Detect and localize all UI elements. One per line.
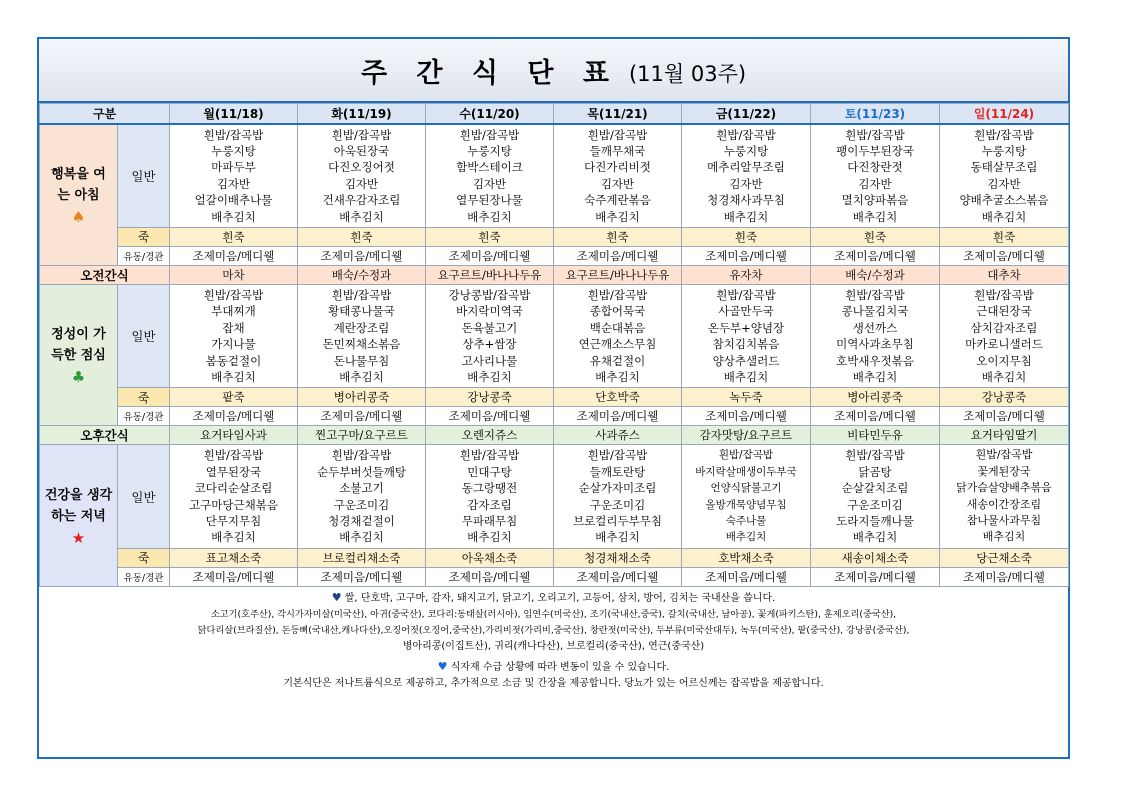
breakfast-name: 행복을 여는 아침 <box>51 166 106 203</box>
footer-notes <box>39 587 1068 692</box>
am-snack-row <box>40 265 1069 284</box>
am-snack-sat: 배숙/수정과 <box>811 265 940 284</box>
dinner-label-cell <box>40 445 118 586</box>
breakfast-menu-tue: 흰밥/잡곡밥 아욱된장국 다진오징어젓 김자반 건새우감자조림 배추김치 <box>298 124 426 228</box>
dinner-extra-tue: 조제미음/메디웰 <box>298 567 426 586</box>
dinner-porridge-fri: 호박채소죽 <box>682 548 811 567</box>
breakfast-extra-sat: 조제미음/메디웰 <box>811 246 940 265</box>
origin-line-1: 소고기(호주산), 각시가자미살(미국산), 아귀(중국산), 코다리:동태살(러시아), 임연수(미국산), 조기(국내산,중국), 갈치(국내산, 남아공), 꽃게(파키스탄), 훈제오리(중국산), <box>210 608 897 620</box>
am-snack-mon: 마차 <box>170 265 298 284</box>
lunch-general-label: 일반 <box>118 284 170 387</box>
dinner-porridge-sun: 당근채소죽 <box>940 548 1069 567</box>
breakfast-extra-wed: 조제미음/메디웰 <box>426 246 554 265</box>
dinner-porridge-sat: 새송이채소죽 <box>811 548 940 567</box>
lunch-label-cell <box>40 284 118 425</box>
dinner-porridge-label: 죽 <box>118 548 170 567</box>
breakfast-menu-fri: 흰밥/잡곡밥 누룽지탕 메추리알무조림 김자반 청경채사과무침 배추김치 <box>682 124 811 228</box>
dinner-general-label: 일반 <box>118 445 170 548</box>
dinner-extra-sat: 조제미음/메디웰 <box>811 567 940 586</box>
breakfast-porridge-fri: 흰죽 <box>682 227 811 246</box>
lunch-extra-row <box>40 407 1069 426</box>
breakfast-extra-sun: 조제미음/메디웰 <box>940 246 1069 265</box>
dinner-menu-thu: 흰밥/잡곡밥 들깨토란탕 순살가자미조림 구운조미김 브로컬리두부무침 배추김치 <box>554 445 682 548</box>
breakfast-porridge-row <box>40 227 1069 246</box>
dinner-extra-fri: 조제미음/메디웰 <box>682 567 811 586</box>
lunch-porridge-mon: 팥죽 <box>170 388 298 407</box>
header-day-wed: 수(11/20) <box>426 104 554 124</box>
lunch-menu-wed: 강낭콩밥/잡곡밥 바지락미역국 돈육불고기 상추+쌈장 고사리나물 배추김치 <box>426 284 554 387</box>
lunch-porridge-tue: 병아리콩죽 <box>298 388 426 407</box>
dinner-extra-mon: 조제미음/메디웰 <box>170 567 298 586</box>
heart-icon: ♥ <box>331 590 342 604</box>
header-row <box>40 104 1069 124</box>
am-snack-label: 오전간식 <box>40 265 170 284</box>
dinner-porridge-mon: 표고채소죽 <box>170 548 298 567</box>
notice-2: 기본식단은 저나트륨식으로 제공하고, 추가적으로 소금 및 간장을 제공합니다. 당뇨가 있는 어르신께는 잡곡밥을 제공합니다. <box>283 677 824 689</box>
dinner-porridge-wed: 아욱채소죽 <box>426 548 554 567</box>
lunch-menu-sun: 흰밥/잡곡밥 근대된장국 삼치감자조림 마카로니샐러드 오이지무침 배추김치 <box>940 284 1069 387</box>
title-bar <box>39 39 1068 103</box>
dinner-extra-thu: 조제미음/메디웰 <box>554 567 682 586</box>
lunch-menu-thu: 흰밥/잡곡밥 종합어묵국 백순대볶음 연근깨소스무침 유채겉절이 배추김치 <box>554 284 682 387</box>
header-day-sun: 일(11/24) <box>940 104 1069 124</box>
pm-snack-row <box>40 426 1069 445</box>
lunch-extra-fri: 조제미음/메디웰 <box>682 407 811 426</box>
breakfast-porridge-label: 죽 <box>118 227 170 246</box>
header-day-thu: 목(11/21) <box>554 104 682 124</box>
lunch-porridge-row <box>40 388 1069 407</box>
dinner-menu-tue: 흰밥/잡곡밥 순두부버섯들깨탕 소불고기 구운조미김 청경채겉절이 배추김치 <box>298 445 426 548</box>
notice-text: 식자재 수급 상황에 따라 변동이 있을 수 있습니다. <box>450 661 670 673</box>
dinner-extra-sun: 조제미음/메디웰 <box>940 567 1069 586</box>
dinner-menu-sat: 흰밥/잡곡밥 닭곰탕 순살갈치조림 구운조미김 도라지들깨나물 배추김치 <box>811 445 940 548</box>
breakfast-extra-tue: 조제미음/메디웰 <box>298 246 426 265</box>
dinner-menu-mon: 흰밥/잡곡밥 열무된장국 코다리순살조림 고구마당근채볶음 단무지무침 배추김치 <box>170 445 298 548</box>
breakfast-general-label: 일반 <box>118 124 170 228</box>
lunch-extra-sun: 조제미음/메디웰 <box>940 407 1069 426</box>
header-day-fri: 금(11/22) <box>682 104 811 124</box>
lunch-menu-sat: 흰밥/잡곡밥 콩나물김치국 생선까스 미역사과초무침 호박새우젓볶음 배추김치 <box>811 284 940 387</box>
lunch-extra-mon: 조제미음/메디웰 <box>170 407 298 426</box>
dinner-menu-fri: 흰밥/잡곡밥 바지락살매생이두부국 언양식닭불고기 올방개묵양념무침 숙주나물 배추김치 <box>682 445 811 548</box>
lunch-porridge-thu: 단호박죽 <box>554 388 682 407</box>
pm-snack-label: 오후간식 <box>40 426 170 445</box>
dinner-porridge-row <box>40 548 1069 567</box>
lunch-extra-sat: 조제미음/메디웰 <box>811 407 940 426</box>
breakfast-general-row <box>40 124 1069 228</box>
am-snack-sun: 대추차 <box>940 265 1069 284</box>
breakfast-menu-thu: 흰밥/잡곡밥 들깨무채국 다진가리비젓 김자반 숙주계란볶음 배추김치 <box>554 124 682 228</box>
menu-sheet <box>37 37 1070 759</box>
week-label: (11월 03주) <box>628 62 747 86</box>
lunch-extra-wed: 조제미음/메디웰 <box>426 407 554 426</box>
breakfast-porridge-wed: 흰죽 <box>426 227 554 246</box>
pm-snack-thu: 사과쥬스 <box>554 426 682 445</box>
breakfast-porridge-tue: 흰죽 <box>298 227 426 246</box>
am-snack-fri: 유자차 <box>682 265 811 284</box>
heart-blue-icon: ♥ <box>437 659 448 673</box>
lunch-menu-mon: 흰밥/잡곡밥 부대찌개 잡채 가지나물 봄동겉절이 배추김치 <box>170 284 298 387</box>
lunch-porridge-fri: 녹두죽 <box>682 388 811 407</box>
breakfast-menu-wed: 흰밥/잡곡밥 누룽지탕 함박스테이크 김자반 열무된장나물 배추김치 <box>426 124 554 228</box>
origin-line-2: 닭다리살(브라질산), 돈등뼈(국내산,캐나다산),오징어젓(오징어,중국산),가리비젓(가리비,중국산), 창란젓(미국산), 두부류(미국산대두), 녹두(미국산), 팥(중국산), 강낭콩(중국산), <box>197 624 910 636</box>
pm-snack-wed: 오렌지쥬스 <box>426 426 554 445</box>
breakfast-label-cell <box>40 124 118 266</box>
origin-line-3: 병아리콩(이집트산), 귀리(캐나다산), 브로컬리(중국산), 연근(중국산) <box>402 640 705 652</box>
dinner-extra-label: 유동/경관 <box>118 567 170 586</box>
lunch-extra-tue: 조제미음/메디웰 <box>298 407 426 426</box>
dinner-name: 건강을 생각하는 저녁 <box>44 487 113 524</box>
breakfast-porridge-thu: 흰죽 <box>554 227 682 246</box>
breakfast-menu-sun: 흰밥/잡곡밥 누룽지탕 동태살무조림 김자반 양배추굴소스볶음 배추김치 <box>940 124 1069 228</box>
header-day-tue: 화(11/19) <box>298 104 426 124</box>
am-snack-thu: 요구르트/바나나두유 <box>554 265 682 284</box>
breakfast-menu-sat: 흰밥/잡곡밥 팽이두부된장국 다진창란젓 김자반 멸치양파볶음 배추김치 <box>811 124 940 228</box>
am-snack-wed: 요구르트/바나나두유 <box>426 265 554 284</box>
lunch-extra-thu: 조제미음/메디웰 <box>554 407 682 426</box>
breakfast-extra-thu: 조제미음/메디웰 <box>554 246 682 265</box>
header-day-mon: 월(11/18) <box>170 104 298 124</box>
spade-icon: ♠ <box>71 207 86 226</box>
breakfast-extra-row <box>40 246 1069 265</box>
breakfast-menu-mon: 흰밥/잡곡밥 누룽지탕 마파두부 김자반 얼갈이배추나물 배추김치 <box>170 124 298 228</box>
dinner-general-row <box>40 445 1069 548</box>
breakfast-porridge-mon: 흰죽 <box>170 227 298 246</box>
lunch-extra-label: 유동/경관 <box>118 407 170 426</box>
lunch-porridge-label: 죽 <box>118 388 170 407</box>
weekly-menu-table <box>39 103 1069 587</box>
club-icon: ♣ <box>71 368 86 387</box>
am-snack-tue: 배숙/수정과 <box>298 265 426 284</box>
dinner-extra-row <box>40 567 1069 586</box>
breakfast-porridge-sun: 흰죽 <box>940 227 1069 246</box>
pm-snack-sun: 요거타임딸기 <box>940 426 1069 445</box>
pm-snack-tue: 찐고구마/요구르트 <box>298 426 426 445</box>
breakfast-extra-fri: 조제미음/메디웰 <box>682 246 811 265</box>
lunch-name: 정성이 가득한 점심 <box>51 327 106 364</box>
dinner-porridge-tue: 브로컬리채소죽 <box>298 548 426 567</box>
breakfast-porridge-sat: 흰죽 <box>811 227 940 246</box>
lunch-menu-tue: 흰밥/잡곡밥 황태콩나물국 계란장조림 돈민찌채소볶음 돈나물무침 배추김치 <box>298 284 426 387</box>
lunch-general-row <box>40 284 1069 387</box>
lunch-menu-fri: 흰밥/잡곡밥 사골만두국 온두부+양념장 참치김치볶음 양상추샐러드 배추김치 <box>682 284 811 387</box>
dinner-menu-sun: 흰밥/잡곡밥 꽃게된장국 닭가슴살양배추볶음 새송이간장조림 참나물사과무침 배추김치 <box>940 445 1069 548</box>
header-day-sat: 토(11/23) <box>811 104 940 124</box>
notice <box>39 659 1068 676</box>
breakfast-extra-mon: 조제미음/메디웰 <box>170 246 298 265</box>
pm-snack-mon: 요거타임사과 <box>170 426 298 445</box>
origin-main <box>39 590 1068 607</box>
page-title: 주 간 식 단 표 <box>360 57 619 89</box>
dinner-porridge-thu: 청경채채소죽 <box>554 548 682 567</box>
star-icon: ★ <box>71 528 86 547</box>
pm-snack-sat: 비타민두유 <box>811 426 940 445</box>
header-category: 구분 <box>40 104 170 124</box>
dinner-extra-wed: 조제미음/메디웰 <box>426 567 554 586</box>
lunch-porridge-sat: 병아리콩죽 <box>811 388 940 407</box>
lunch-porridge-wed: 강낭콩죽 <box>426 388 554 407</box>
dinner-menu-wed: 흰밥/잡곡밥 민대구탕 동그랑땡전 감자조림 무파래무침 배추김치 <box>426 445 554 548</box>
lunch-porridge-sun: 강낭콩죽 <box>940 388 1069 407</box>
breakfast-extra-label: 유동/경관 <box>118 246 170 265</box>
pm-snack-fri: 감자맛탕/요구르트 <box>682 426 811 445</box>
origin-main-text: 쌀, 단호박, 고구마, 감자, 돼지고기, 닭고기, 오리고기, 고등어, 삼치, 방어, 김치는 국내산을 씁니다. <box>344 592 776 604</box>
